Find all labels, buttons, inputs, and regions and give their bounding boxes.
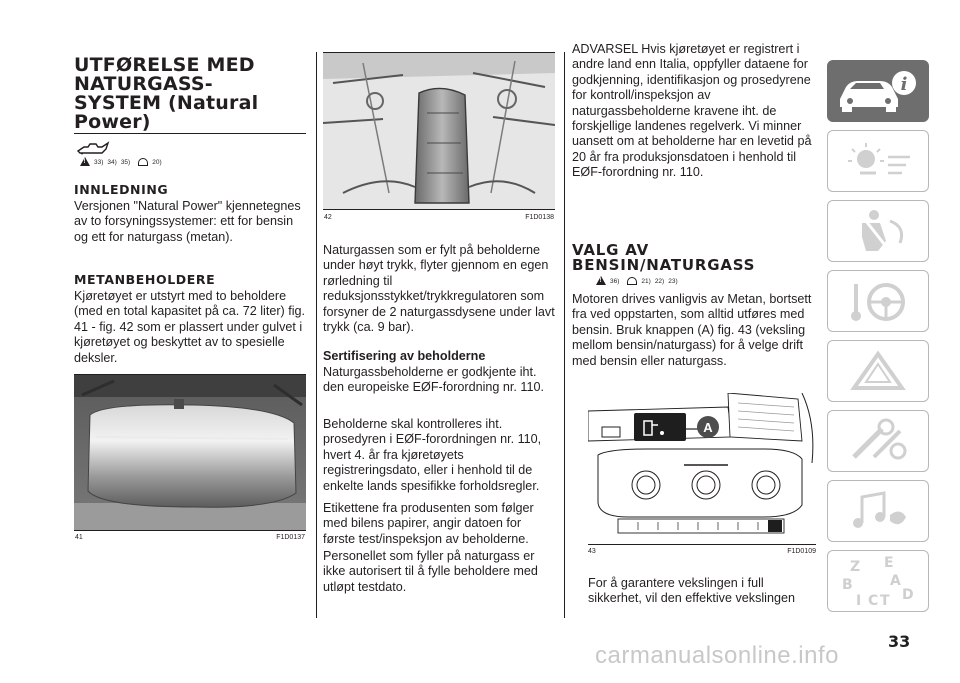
select-text: Motoren drives vanligvis av Metan, bortsett fra ved oppstarten, som alltid utføres med bensin. Bruk knappen (A) fig. 43 (veksling mellom bensin/naturgass) for å velge drift med bensin eller naturgass. (572, 292, 812, 368)
figure-42-code: F1D0138 (525, 214, 554, 221)
ref-note: 21) (641, 278, 651, 285)
svg-text:I: I (856, 593, 862, 609)
warning-triangle-icon (596, 276, 606, 285)
title-rule (74, 133, 306, 134)
callout-a-label: A (703, 420, 713, 435)
svg-text:C: C (868, 593, 879, 609)
tab-maintenance[interactable] (827, 410, 929, 472)
svg-text:B: B (842, 577, 853, 593)
figure-43-code: F1D0109 (787, 548, 816, 555)
inspection-text: Beholderne skal kontrolleres iht. prosedyren i EØF-forordningen nr. 110, hvert 4. år fra kjøretøyets registreringsdato, eller i henhold til de enkelte lands spesifikke forholdsregler. (323, 417, 542, 493)
figure-42-underbody-image (323, 52, 555, 210)
ref-note: 33) (94, 159, 104, 166)
car-info-icon (836, 69, 920, 113)
tab-dashboard[interactable] (827, 130, 929, 192)
tanks-heading: METANBEHOLDERE (74, 272, 216, 287)
oil-drop-icon (627, 277, 637, 285)
reference-notes (596, 276, 678, 285)
ref-note: 22) (654, 278, 665, 285)
title-line: SYSTEM (Natural (74, 92, 259, 114)
certification-text: Naturgassbeholderne er godkjente iht. den europeiske EØF-forordning nr. 110. (323, 365, 544, 395)
reference-notes (80, 157, 162, 166)
intro-text: Versjonen "Natural Power" kjennetegnes av to forsyningssystemer: ett for bensin og ett for naturgass (metan). (74, 199, 301, 244)
column-rule-2 (564, 52, 565, 618)
breakdown-triangle-icon (840, 348, 916, 394)
fuel-start-icon (840, 278, 916, 324)
svg-text:T: T (880, 593, 890, 609)
tab-safety[interactable] (827, 200, 929, 262)
svg-text:E: E (884, 555, 894, 571)
figure-43-number: 43 (588, 548, 596, 555)
gas-flow-text: Naturgassen som er fylt på beholderne under høyt trykk, flyter gjennom en egen rørledning til reduksjonsstykket/trykkregulatoren som forsyner de 2 naturgassdysene under lavt trykk (ca. 9 bar). (323, 243, 555, 335)
airbag-seatbelt-icon (840, 207, 916, 255)
title-line: NATURGASS- (74, 73, 213, 95)
ref-note: 23) (668, 278, 678, 285)
warning-triangle-icon (80, 157, 90, 166)
media-icon (840, 487, 916, 535)
svg-text:i: i (900, 74, 908, 95)
column-rule-1 (316, 52, 317, 618)
certification-heading: Sertifisering av beholderne (323, 349, 486, 363)
page-number: 33 (888, 632, 911, 651)
select-heading (572, 243, 816, 273)
closing-text: For å garantere vekslingen i full sikkerhet, vil den effektive vekslingen (588, 576, 795, 606)
tab-starting-driving[interactable] (827, 270, 929, 332)
dashboard-lights-icon (840, 139, 916, 183)
ref-note: 20) (152, 159, 162, 166)
figure-42-number: 42 (324, 214, 332, 221)
tab-emergency[interactable] (827, 340, 929, 402)
ref-note: 34) (107, 159, 117, 166)
index-letters-icon (836, 553, 920, 609)
svg-text:Z: Z (850, 559, 861, 575)
warning-text: ADVARSEL Hvis kjøretøyet er registrert i andre land enn Italia, oppfyller dataene for godkjenning, identifikasjon og prosedyrene for kontroll/inspeksjon av naturgassbeholderne kravene iht. de forskjellige landenes regelverk. Vi minner uansett om at beholderne har en levetid på 20 år fra produksjonsdatoen i henhold til EØF-forordning nr. 110. (572, 42, 812, 180)
tab-index[interactable] (827, 550, 929, 612)
watermark: carmanualsonline.info (595, 642, 839, 669)
ref-note: 36) (610, 278, 620, 285)
svg-text:A: A (890, 573, 901, 589)
label-text: Etikettene fra produsenten som følger med bilens papirer, angir datoen for første test/inspeksjon av beholderne. (323, 501, 534, 546)
oil-drop-icon (138, 158, 148, 166)
figure-41-gas-tank-image (74, 374, 306, 531)
tab-vehicle-info[interactable] (827, 60, 929, 122)
figure-41-number: 41 (75, 534, 83, 541)
figure-41-code: F1D0137 (276, 534, 305, 541)
tanks-text: Kjøretøyet er utstyrt med to beholdere (med en total kapasitet på ca. 72 liter) fig. 41 - fig. 42 som er plassert under gulvet i kjøretøyet og beskyttet av to spesielle deksler. (74, 289, 306, 365)
section-title (74, 56, 306, 132)
title-line: Power) (74, 111, 151, 133)
svg-text:D: D (902, 587, 914, 603)
title-line: UTFØRELSE MED (74, 54, 255, 76)
intro-heading: INNLEDNING (74, 182, 169, 197)
select-heading-line: BENSIN/NATURGASS (572, 256, 756, 274)
ref-note: 35) (120, 159, 131, 166)
select-heading-line: VALG AV (572, 241, 650, 259)
maintenance-tools-icon (840, 417, 916, 465)
refuel-personnel-text: Personellet som fyller på naturgass er ikke autorisert til å fylle beholdere med utløpt testdato. (323, 549, 538, 594)
figure-43-dashboard-image (588, 393, 816, 545)
tab-multimedia[interactable] (827, 480, 929, 542)
